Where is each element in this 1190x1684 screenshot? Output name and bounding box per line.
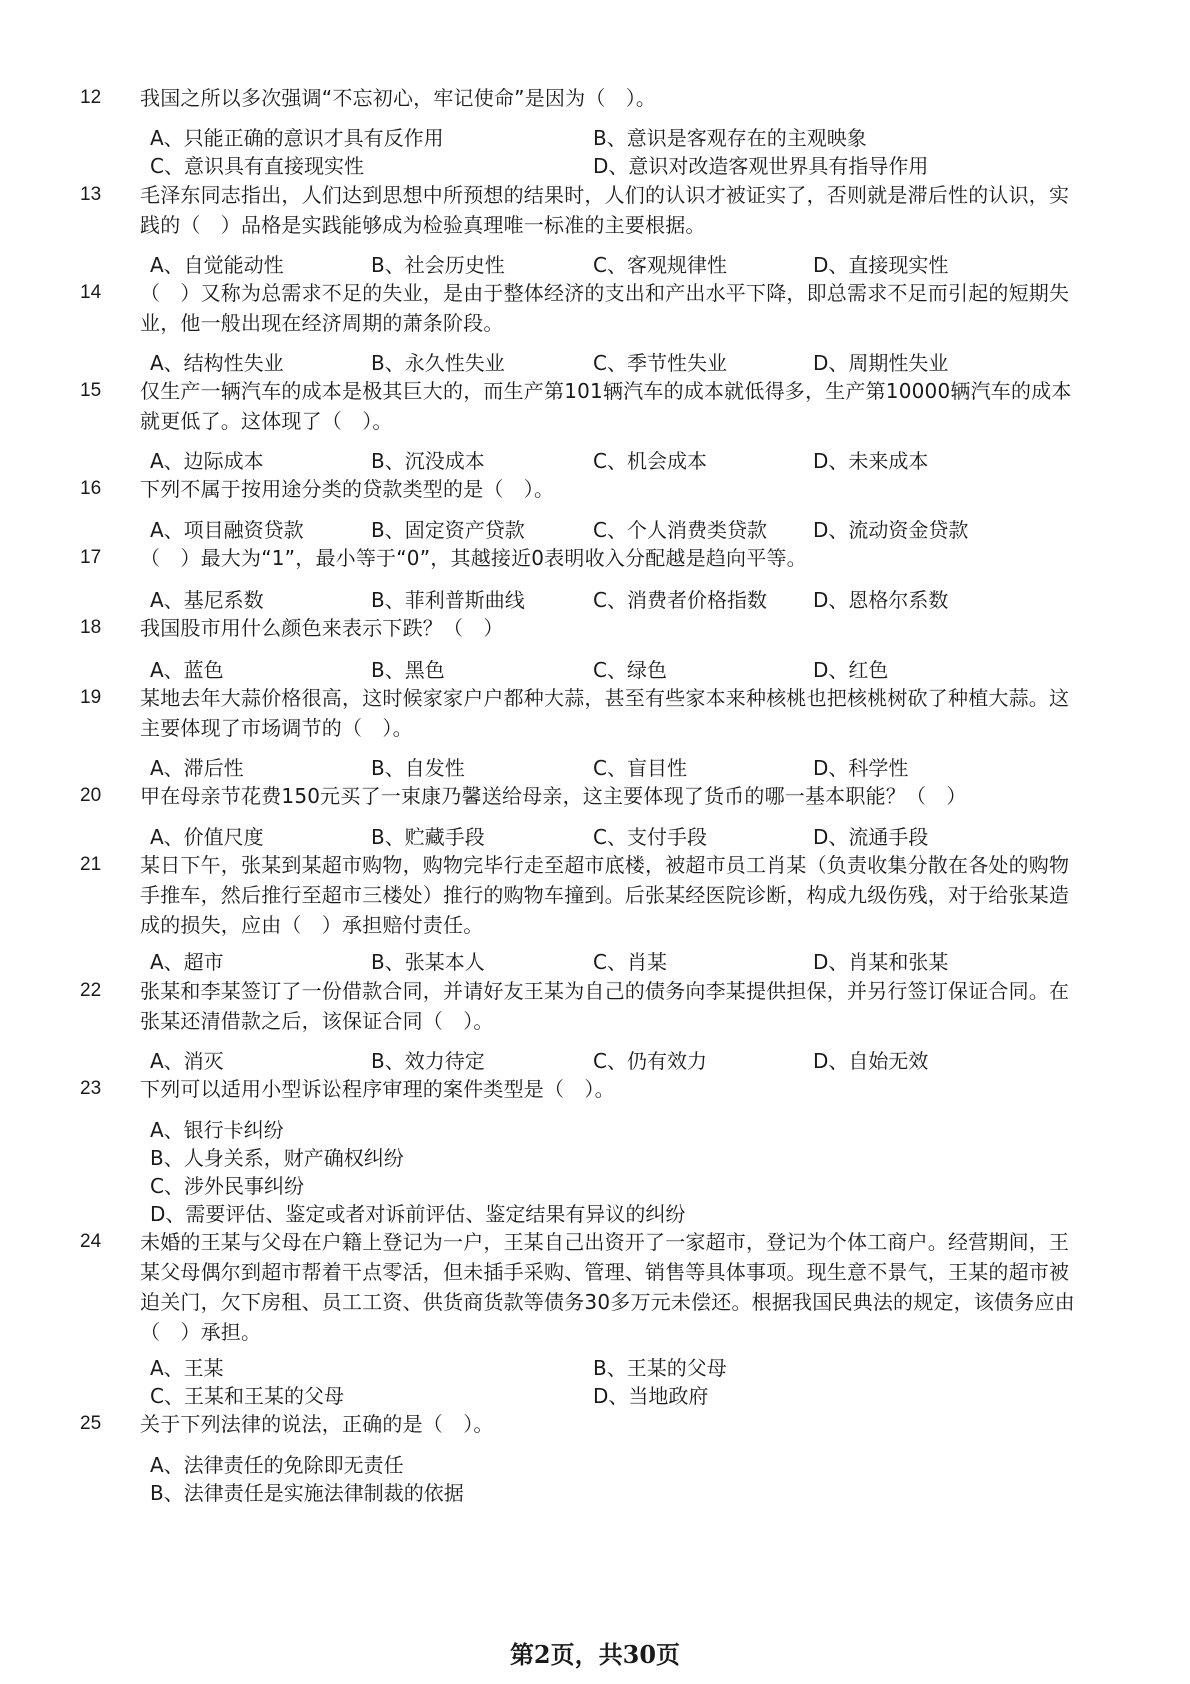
question-number: 18	[80, 617, 102, 638]
option-a: A、银行卡纠纷	[150, 1118, 284, 1142]
option-d: D、未来成本	[813, 449, 929, 473]
option-d: D、意识对改造客观世界具有指导作用	[593, 154, 929, 178]
option-b: B、意识是客观存在的主观映象	[593, 126, 867, 150]
option-d: D、流动资金贷款	[813, 518, 969, 542]
question-number: 24	[80, 1231, 102, 1252]
question-stem: 甲在母亲节花费150元买了一束康乃馨送给母亲，这主要体现了货币的哪一基本职能？（ ）	[140, 784, 967, 808]
option-b: B、固定资产贷款	[371, 518, 525, 542]
option-c: C、肖某	[593, 950, 667, 974]
option-b: B、人身关系，财产确权纠纷	[150, 1146, 404, 1170]
question-number: 12	[80, 87, 102, 108]
question-stem: 某地去年大蒜价格很高，这时候家家户户都种大蒜，甚至有些家本来种核桃也把核桃树砍了种植大蒜。这主要体现了市场调节的（ ）。	[140, 686, 1070, 740]
option-a: A、结构性失业	[150, 351, 284, 375]
question-stem: （ ）又称为总需求不足的失业，是由于整体经济的支出和产出水平下降，即总需求不足而引起的短期失业，他一般出现在经济周期的萧条阶段。	[140, 281, 1070, 335]
question-stem: 张某和李某签订了一份借款合同，并请好友王某为自己的债务向李某提供担保，并另行签订保证合同。在张某还清借款之后，该保证合同（ ）。	[140, 979, 1070, 1033]
question-stem: 下列可以适用小型诉讼程序审理的案件类型是（ ）。	[140, 1077, 615, 1101]
question-stem: 下列不属于按用途分类的贷款类型的是（ ）。	[140, 477, 555, 501]
option-d: D、周期性失业	[813, 351, 949, 375]
option-c: C、绿色	[593, 658, 667, 682]
option-b: B、效力待定	[371, 1049, 485, 1073]
option-d: D、红色	[813, 658, 889, 682]
option-b: B、社会历史性	[371, 253, 505, 277]
question-number: 20	[80, 785, 102, 806]
option-b: B、张某本人	[371, 950, 485, 974]
option-a: A、消灭	[150, 1049, 224, 1073]
option-b: B、自发性	[371, 756, 465, 780]
option-a: A、项目融资贷款	[150, 518, 304, 542]
option-d: D、自始无效	[813, 1049, 929, 1073]
question-stem: 关于下列法律的说法，正确的是（ ）。	[140, 1412, 494, 1436]
option-a: A、边际成本	[150, 449, 264, 473]
option-b: B、沉没成本	[371, 449, 485, 473]
option-b: B、菲利普斯曲线	[371, 588, 525, 612]
option-c: C、王某和王某的父母	[150, 1384, 344, 1408]
question-stem: 我国之所以多次强调“不忘初心，牢记使命”是因为（ ）。	[140, 86, 657, 110]
option-a: A、滞后性	[150, 756, 244, 780]
question-stem: （ ）最大为“1”，最小等于“0”，其越接近0表明收入分配越是趋向平等。	[140, 546, 807, 570]
option-c: C、涉外民事纠纷	[150, 1174, 304, 1198]
option-c: C、个人消费类贷款	[593, 518, 767, 542]
question-number: 21	[80, 854, 102, 875]
option-d: D、肖某和张某	[813, 950, 949, 974]
option-a: A、基尼系数	[150, 588, 264, 612]
option-a: A、超市	[150, 950, 224, 974]
option-b: B、黑色	[371, 658, 445, 682]
option-c: C、仍有效力	[593, 1049, 707, 1073]
option-d: D、流通手段	[813, 825, 929, 849]
option-c: C、支付手段	[593, 825, 707, 849]
option-d: D、当地政府	[593, 1384, 709, 1408]
option-a: A、只能正确的意识才具有反作用	[150, 126, 444, 150]
question-stem: 毛泽东同志指出，人们达到思想中所预想的结果时，人们的认识才被证实了，否则就是滞后性的认识，实践的（ ）品格是实践能够成为检验真理唯一标准的主要根据。	[140, 183, 1070, 237]
option-b: B、永久性失业	[371, 351, 505, 375]
question-number: 14	[80, 282, 102, 303]
question-number: 22	[80, 980, 102, 1001]
option-a: A、自觉能动性	[150, 253, 284, 277]
question-number: 16	[80, 478, 102, 499]
option-a: A、王某	[150, 1356, 224, 1380]
option-a: A、蓝色	[150, 658, 224, 682]
question-number: 15	[80, 380, 102, 401]
question-number: 19	[80, 687, 102, 708]
question-stem: 我国股市用什么颜色来表示下跌？（ ）	[140, 616, 504, 640]
option-b: B、王某的父母	[593, 1356, 727, 1380]
option-d: D、需要评估、鉴定或者对诉前评估、鉴定结果有异议的纠纷	[150, 1202, 686, 1226]
option-d: D、直接现实性	[813, 253, 949, 277]
question-stem: 仅生产一辆汽车的成本是极其巨大的，而生产第101辆汽车的成本就低得多，生产第10000辆汽车的成本就更低了。这体现了（ ）。	[140, 379, 1072, 433]
option-b: B、贮藏手段	[371, 825, 485, 849]
option-d: D、恩格尔系数	[813, 588, 949, 612]
question-number: 25	[80, 1413, 102, 1434]
option-c: C、消费者价格指数	[593, 588, 767, 612]
question-stem: 未婚的王某与父母在户籍上登记为一户，王某自己出资开了一家超市，登记为个体工商户。经营期间，王某父母偶尔到超市帮着干点零活，但未插手采购、管理、销售等具体事项。现生意不景气，王某的超市被迫关门，欠下房租、员工工资、供货商货款等债务30多万元未偿还。根据我国民典法的规定，该债务应由（ ）承担。	[140, 1230, 1075, 1344]
option-c: C、季节性失业	[593, 351, 727, 375]
page-footer: 第2页，共30页	[509, 1640, 681, 1669]
option-d: D、科学性	[813, 756, 909, 780]
option-a: A、法律责任的免除即无责任	[150, 1453, 404, 1477]
option-b: B、法律责任是实施法律制裁的依据	[150, 1481, 464, 1505]
question-number: 23	[80, 1078, 102, 1099]
option-c: C、客观规律性	[593, 253, 727, 277]
option-c: C、机会成本	[593, 449, 707, 473]
option-c: C、盲目性	[593, 756, 687, 780]
question-stem: 某日下午，张某到某超市购物，购物完毕行走至超市底楼，被超市员工肖某（负责收集分散在各处的购物手推车，然后推行至超市三楼处）推行的购物车撞到。后张某经医院诊断，构成九级伤残，对于给张某造成的损失，应由（ ）承担赔付责任。	[140, 853, 1070, 937]
question-number: 13	[80, 184, 102, 205]
option-a: A、价值尺度	[150, 825, 264, 849]
option-c: C、意识具有直接现实性	[150, 154, 364, 178]
question-number: 17	[80, 547, 102, 568]
